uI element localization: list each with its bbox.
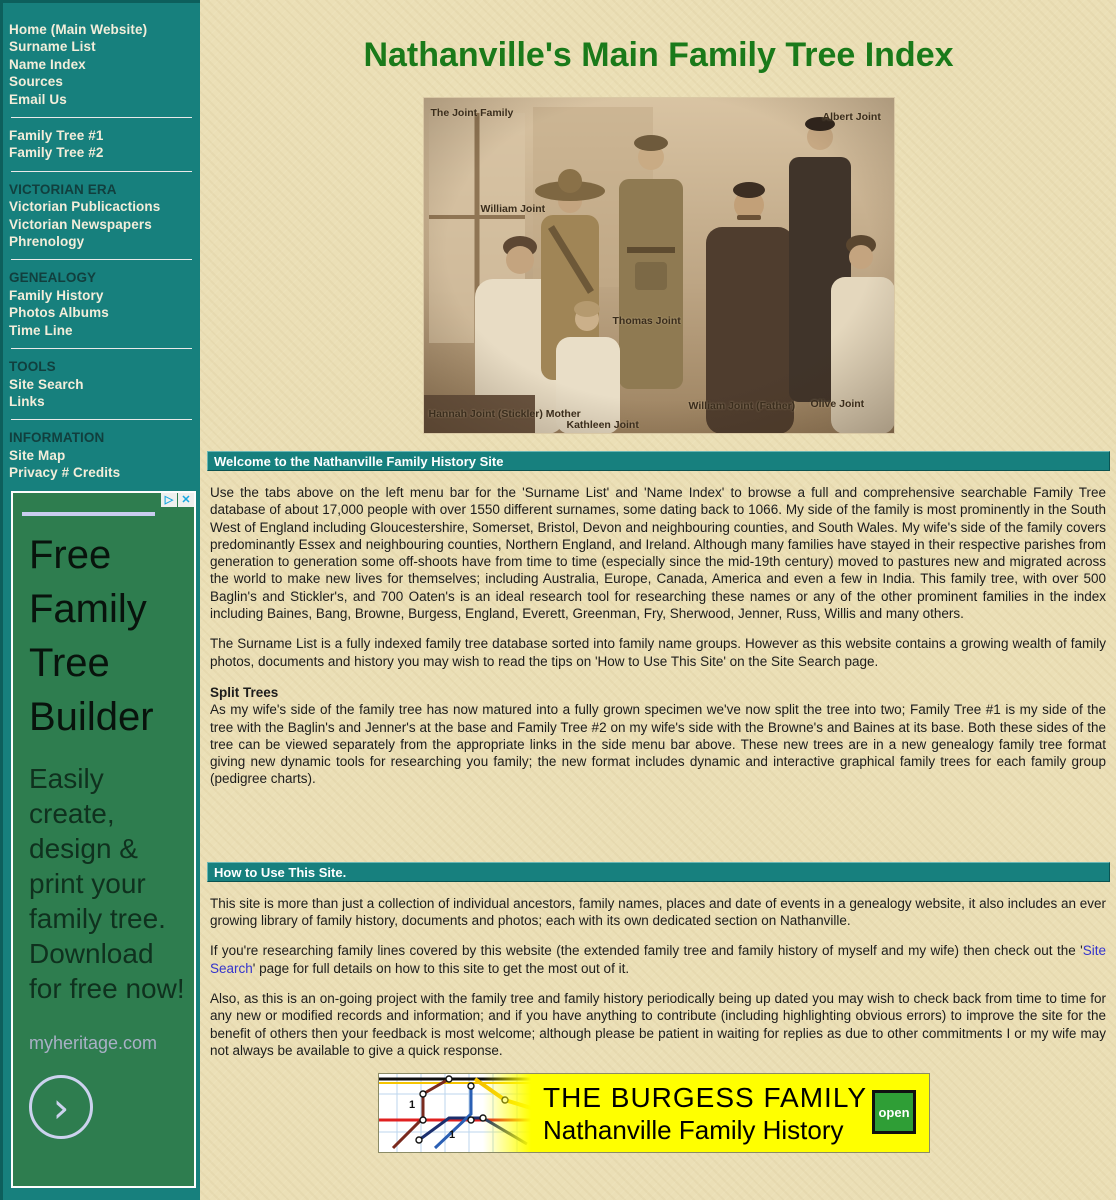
sidebar-divider — [11, 348, 192, 349]
sidebar-item-sources[interactable]: Sources — [9, 74, 63, 90]
map-zone-number: 1 — [409, 1099, 416, 1112]
sidebar-item-victorian-newspapers[interactable]: Victorian Newspapers — [9, 216, 152, 232]
sidebar-item-links[interactable]: Links — [9, 393, 45, 409]
tube-map-image — [379, 1074, 531, 1152]
banner-text — [543, 1081, 867, 1146]
ad-domain: myheritage.com — [29, 1033, 158, 1053]
photo-label-olive-joint: Olive Joint — [810, 398, 865, 410]
ad-controls — [160, 493, 194, 507]
photo-label-thomas-joint: Thomas Joint — [612, 315, 681, 327]
burgess-family-banner[interactable] — [378, 1073, 930, 1153]
ad-headline: Free Family Tree Builder — [29, 533, 154, 739]
sidebar-item-surname-list[interactable]: Surname List — [9, 39, 96, 55]
family-photo-image — [423, 97, 895, 434]
sidebar-item-family-tree-2[interactable]: Family Tree #2 — [9, 145, 104, 161]
ad-close-icon[interactable]: ✕ — [178, 493, 194, 507]
adchoices-icon[interactable]: ▷ — [161, 493, 177, 507]
welcome-paragraph-2: The Surname List is a fully indexed family tree database sorted into family name groups. However as this website contains a growing wealth of family photos, documents and history you may wish to read the tips on 'How to Use This Site' on the Site Search page. — [210, 636, 1106, 669]
howto-section-bar: How to Use This Site. — [207, 862, 1110, 882]
howto-paragraph-2 — [210, 942, 1106, 977]
photo-label-william-joint: William Joint — [480, 203, 546, 215]
sidebar-item-email-us[interactable]: Email Us — [9, 91, 67, 107]
welcome-section-bar: Welcome to the Nathanville Family History Site — [207, 451, 1110, 471]
site-search-link[interactable]: Site Search — [210, 943, 1106, 976]
welcome-paragraph-1: Use the tabs above on the left menu bar for the 'Surname List' and 'Name Index' to browse a full and comprehensive searchable Family Tree database of about 17,000 people with over 1550 different surnames, some dating back to 1066. My side of the family is most prominently in the South West of England including Gloucestershire, Somerset, Bristol, Devon and neighbouring counties, and South Wales. My wife's side of the family covers predominantly Essex and neighbouring counties, Northern England, and Ireland. Although many families have stayed in their respective parishes from generation to generation some off-shoots have from time to time (especially since the mid-19th century) moved to pastures new and migrated across the world to make new lives for themselves; including Australia, Europe, Canada, America and even a few in India. This family tree, with over 500 Baglin's and Stickler's, and 700 Oaten's is an ideal research tool for researching these names or any of the other prominent families in the index including Baines, Bang, Browne, Burgess, England, Everett, Greenman, Fry, Sherwood, Jenner, Russ, Willis and many others. — [210, 485, 1106, 622]
photo-label-joint-family: The Joint Family — [430, 107, 514, 119]
howto-p2-after: ' page for full details on how to this site to get the most out of it. — [252, 960, 630, 976]
sidebar — [0, 0, 200, 1200]
photo-label-hannah-joint: Hannah Joint (Stickler) Mother — [428, 408, 581, 420]
sidebar-divider — [11, 117, 192, 118]
sidebar-header-information: INFORMATION — [9, 430, 105, 446]
sidebar-divider — [11, 171, 192, 172]
sidebar-item-name-index[interactable]: Name Index — [9, 56, 86, 72]
sidebar-item-time-line[interactable]: Time Line — [9, 322, 73, 338]
main-content — [207, 0, 1110, 1153]
banner-subtitle: Nathanville Family History — [543, 1114, 844, 1145]
sidebar-item-phrenology[interactable]: Phrenology — [9, 234, 85, 250]
banner-open-button[interactable]: open — [872, 1090, 916, 1134]
joint-family-photo — [423, 97, 895, 434]
photo-label-kathleen-joint: Kathleen Joint — [566, 419, 639, 431]
howto-paragraph-1: This site is more than just a collection of individual ancestors, family names, places and date of events in a genealogy website, it also includes an ever growing library of family history, documents and photos; each with its own dedicated section on Nathanville. — [210, 895, 1106, 929]
ad-body-text: Easily create, design & print your family tree. Download for free now! — [29, 763, 185, 1004]
split-trees-heading: Split Trees — [210, 684, 279, 700]
photo-label-albert-joint: Albert Joint — [822, 111, 881, 123]
sidebar-item-victorian-publications[interactable]: Victorian Publicactions — [9, 199, 161, 215]
sidebar-item-site-map[interactable]: Site Map — [9, 447, 66, 463]
myheritage-ad[interactable] — [11, 491, 196, 1188]
sidebar-item-family-tree-1[interactable]: Family Tree #1 — [9, 128, 104, 144]
page-title: Nathanville's Main Family Tree Index — [363, 36, 954, 74]
sidebar-header-genealogy: GENEALOGY — [9, 270, 97, 286]
sidebar-menu — [3, 3, 200, 482]
ad-accent-line — [22, 512, 155, 516]
sidebar-header-victorian-era: VICTORIAN ERA — [9, 181, 117, 197]
sidebar-divider — [11, 259, 192, 260]
sidebar-item-photos-albums[interactable]: Photos Albums — [9, 305, 109, 321]
sidebar-item-privacy-credits[interactable]: Privacy # Credits — [9, 465, 121, 481]
sidebar-header-tools: TOOLS — [9, 359, 56, 375]
split-trees-paragraph: As my wife's side of the family tree has now matured into a fully grown specimen we've now split the tree into two; Family Tree #1 is my side of the tree with the Baglin's and Jenner's at the base and Family Tree #2 on my wife's side with the Browne's and Baines at its base. Both these sides of the tree can be viewed separately from the appropriate links in the side menu bar above. These new trees are in a new genealogy family tree format giving new dynamic tools for researching you family; the new format includes dynamic and interactive graphical family trees for each family group (pedigree charts). — [210, 702, 1106, 787]
sidebar-item-family-history[interactable]: Family History — [9, 287, 104, 303]
howto-paragraph-3: Also, as this is an on-going project with the family tree and family history periodically being up dated you may wish to check back from time to time for any new or modified records and information; and if you have anything to contribute (including highlighting obvious errors) to improve the site for the benefit of others then your feedback is most welcome; although please be patient in waiting for replies as due to other commitments I or my wife may not always be available to give a quick response. — [210, 990, 1106, 1058]
sidebar-divider — [11, 419, 192, 420]
photo-label-william-joint-father: William Joint (Father) — [688, 400, 796, 412]
sidebar-item-site-search[interactable]: Site Search — [9, 376, 84, 392]
sidebar-item-home[interactable]: Home (Main Website) — [9, 22, 148, 37]
howto-p2-before: If you're researching family lines covered by this website (the extended family tree and family history of myself and my wife) then check out the ' — [210, 943, 1083, 959]
banner-title: THE BURGESS FAMILY — [543, 1081, 867, 1113]
ad-arrow-button[interactable]: › — [29, 1075, 93, 1139]
map-zone-number: 1 — [449, 1129, 456, 1142]
